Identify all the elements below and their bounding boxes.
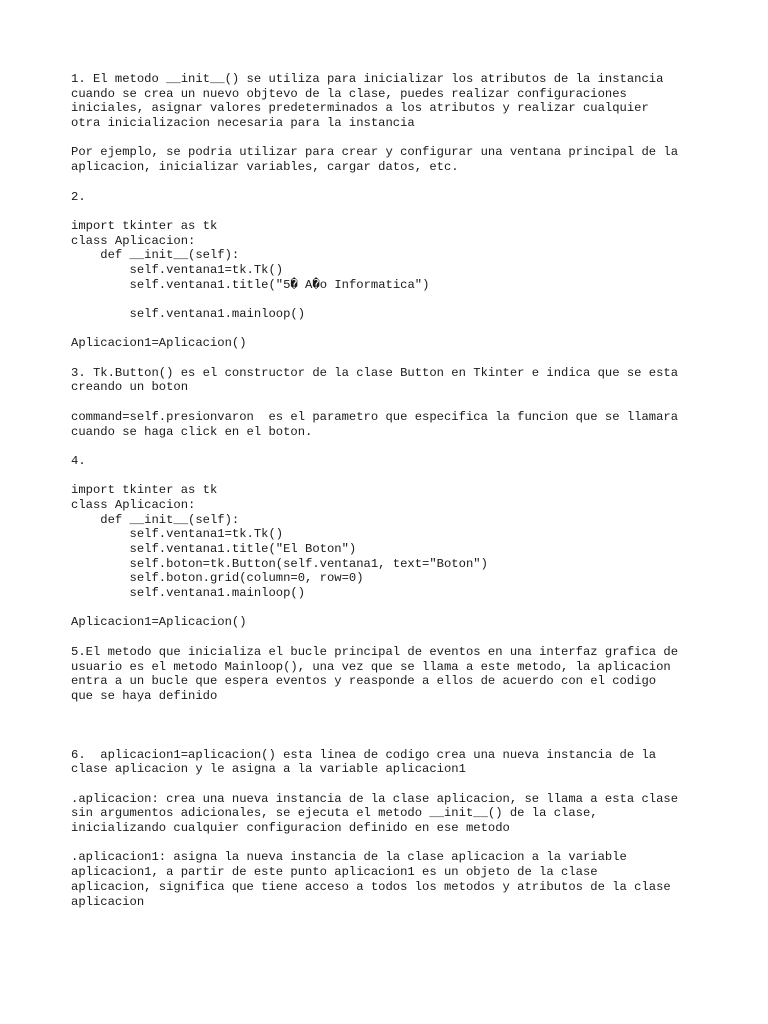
text-line: inicializando cualquier configuracion definido en ese metodo xyxy=(71,821,510,836)
text-line: Por ejemplo, se podria utilizar para crear y configurar una ventana principal de la xyxy=(71,145,679,160)
text-line: iniciales, asignar valores predeterminados a los atributos y realizar cualquier xyxy=(71,101,649,116)
blank-line xyxy=(71,601,721,616)
blank-line xyxy=(71,704,721,719)
text-line: creando un boton xyxy=(71,380,189,395)
text-line: cuando se crea un nuevo objtevo de la clase, puedes realizar configuraciones xyxy=(71,86,627,101)
text-line: self.ventana1.mainloop() xyxy=(71,586,306,601)
blank-line xyxy=(71,836,721,851)
text-line: entra a un bucle que espera eventos y reasponde a ellos de acuerdo con el codigo xyxy=(71,674,657,689)
text-line: 4. xyxy=(71,453,86,468)
text-line: sin argumentos adicionales, se ejecuta el metodo __init__() de la clase, xyxy=(71,806,598,821)
text-line: class Aplicacion: xyxy=(71,497,196,512)
text-line: aplicacion, inicializar variables, cargar datos, etc. xyxy=(71,160,459,175)
text-line: self.ventana1.title("El Boton") xyxy=(71,542,357,556)
text-line: self.ventana1.mainloop() xyxy=(71,307,306,321)
blank-line xyxy=(71,469,721,484)
text-line: .aplicacion: crea una nueva instancia de la clase aplicacion, se llama a esta clase xyxy=(71,791,679,806)
text-line: 6. aplicacion1=aplicacion() esta linea de codigo crea una nueva instancia de la xyxy=(71,747,657,762)
blank-line xyxy=(71,733,721,748)
text-line: 1. El metodo __init__() se utiliza para inicializar los atributos de la instancia xyxy=(71,72,664,86)
blank-line xyxy=(71,322,721,337)
text-line: Aplicacion1=Aplicacion() xyxy=(71,615,247,630)
text-line: aplicacion, significa que tiene acceso a todos los metodos y atributos de la clase xyxy=(71,879,671,894)
text-line: .aplicacion1: asigna la nueva instancia de la clase aplicacion a la variable xyxy=(71,850,627,865)
text-line: import tkinter as tk xyxy=(71,483,218,498)
blank-line xyxy=(71,395,721,410)
text-line: cuando se haga click en el boton. xyxy=(71,424,313,439)
blank-line xyxy=(71,175,721,190)
text-line: import tkinter as tk xyxy=(71,218,218,233)
blank-line xyxy=(71,131,721,146)
text-line: def __init__(self): xyxy=(71,248,240,263)
blank-line xyxy=(71,292,721,307)
text-line: que se haya definido xyxy=(71,688,218,703)
blank-line xyxy=(71,718,721,733)
text-line: usuario es el metodo Mainloop(), una vez que se llama a este metodo, la aplicacion xyxy=(71,659,671,674)
text-line: self.boton=tk.Button(self.ventana1, text="Boton") xyxy=(71,556,488,571)
blank-line xyxy=(71,351,721,366)
text-line: self.ventana1=tk.Tk() xyxy=(71,527,284,542)
text-line: command=self.presionvaron es el parametro que especifica la funcion que se llamara xyxy=(71,409,679,424)
text-line: clase aplicacion y le asigna a la variable aplicacion1 xyxy=(71,762,466,777)
blank-line xyxy=(71,439,721,454)
text-line: Aplicacion1=Aplicacion() xyxy=(71,336,247,351)
blank-line xyxy=(71,630,721,645)
text-line: def __init__(self): xyxy=(71,512,240,527)
text-line: aplicacion1, a partir de este punto aplicacion1 es un objeto de la clase xyxy=(71,865,598,880)
text-line: 2. xyxy=(71,189,86,204)
text-line: 5.El metodo que inicializa el bucle principal de eventos en una interfaz grafica de xyxy=(71,644,679,659)
text-line: self.boton.grid(column=0, row=0) xyxy=(71,571,364,586)
text-line: self.ventana1.title("5� A�o Informatica") xyxy=(71,277,430,292)
document-body xyxy=(71,72,721,909)
text-line: class Aplicacion: xyxy=(71,233,196,248)
text-line: self.ventana1=tk.Tk() xyxy=(71,262,284,277)
text-line: otra inicializacion necesaria para la instancia xyxy=(71,116,415,131)
text-line: 3. Tk.Button() es el constructor de la clase Button en Tkinter e indica que se esta xyxy=(71,365,679,380)
text-line: aplicacion xyxy=(71,894,145,909)
blank-line xyxy=(71,777,721,792)
blank-line xyxy=(71,204,721,219)
